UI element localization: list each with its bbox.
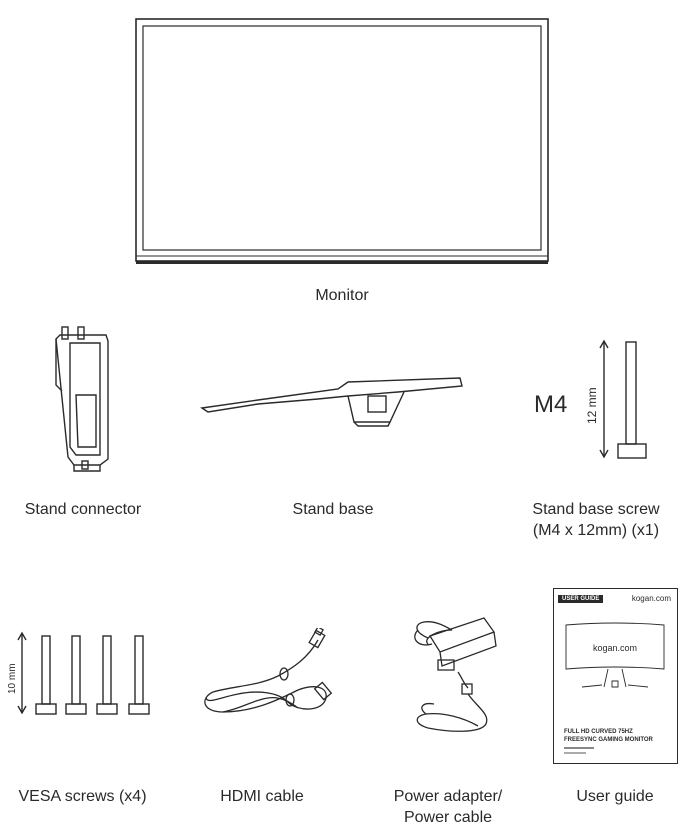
power-label-line1: Power adapter/ <box>393 788 503 805</box>
user-guide-title-line2: FREESYNC GAMING MONITOR <box>564 737 653 743</box>
user-guide-monitor-image <box>562 621 668 693</box>
user-guide-screen-brand: kogan.com <box>592 643 638 653</box>
hdmi-cable-label: HDMI cable <box>220 788 304 805</box>
stand-connector-label: Stand connector <box>24 501 142 518</box>
stand-base-label: Stand base <box>292 501 374 518</box>
user-guide-brand: kogan.com <box>631 594 671 603</box>
user-guide-label: User guide <box>576 788 654 805</box>
hdmi-cable-illustration <box>198 628 338 718</box>
stand-base-illustration <box>198 374 466 430</box>
stand-base-screw-illustration <box>584 338 658 464</box>
vesa-screws-illustration <box>2 628 160 720</box>
user-guide-title-line1: FULL HD CURVED 75HZ <box>564 729 633 735</box>
stand-connector-illustration <box>50 325 114 473</box>
user-guide-badge: USER GUIDE <box>558 595 603 603</box>
vesa-screws-label: VESA screws (x4) <box>18 788 147 805</box>
stand-base-screw-label-line2: (M4 x 12mm) (x1) <box>532 522 660 539</box>
monitor-illustration <box>135 18 549 268</box>
stand-base-screw-label-line1: Stand base screw <box>532 501 660 518</box>
user-guide-booklet <box>553 588 678 764</box>
vesa-length-label: 10 mm <box>7 663 18 694</box>
screw-length-label: 12 mm <box>585 387 599 424</box>
power-label-line2: Power cable <box>403 809 493 826</box>
user-guide-fineprint <box>564 752 586 754</box>
screw-size-label: M4 <box>534 391 568 418</box>
user-guide-fineprint <box>564 747 594 749</box>
power-adapter-illustration <box>408 608 508 740</box>
monitor-label: Monitor <box>315 287 369 304</box>
